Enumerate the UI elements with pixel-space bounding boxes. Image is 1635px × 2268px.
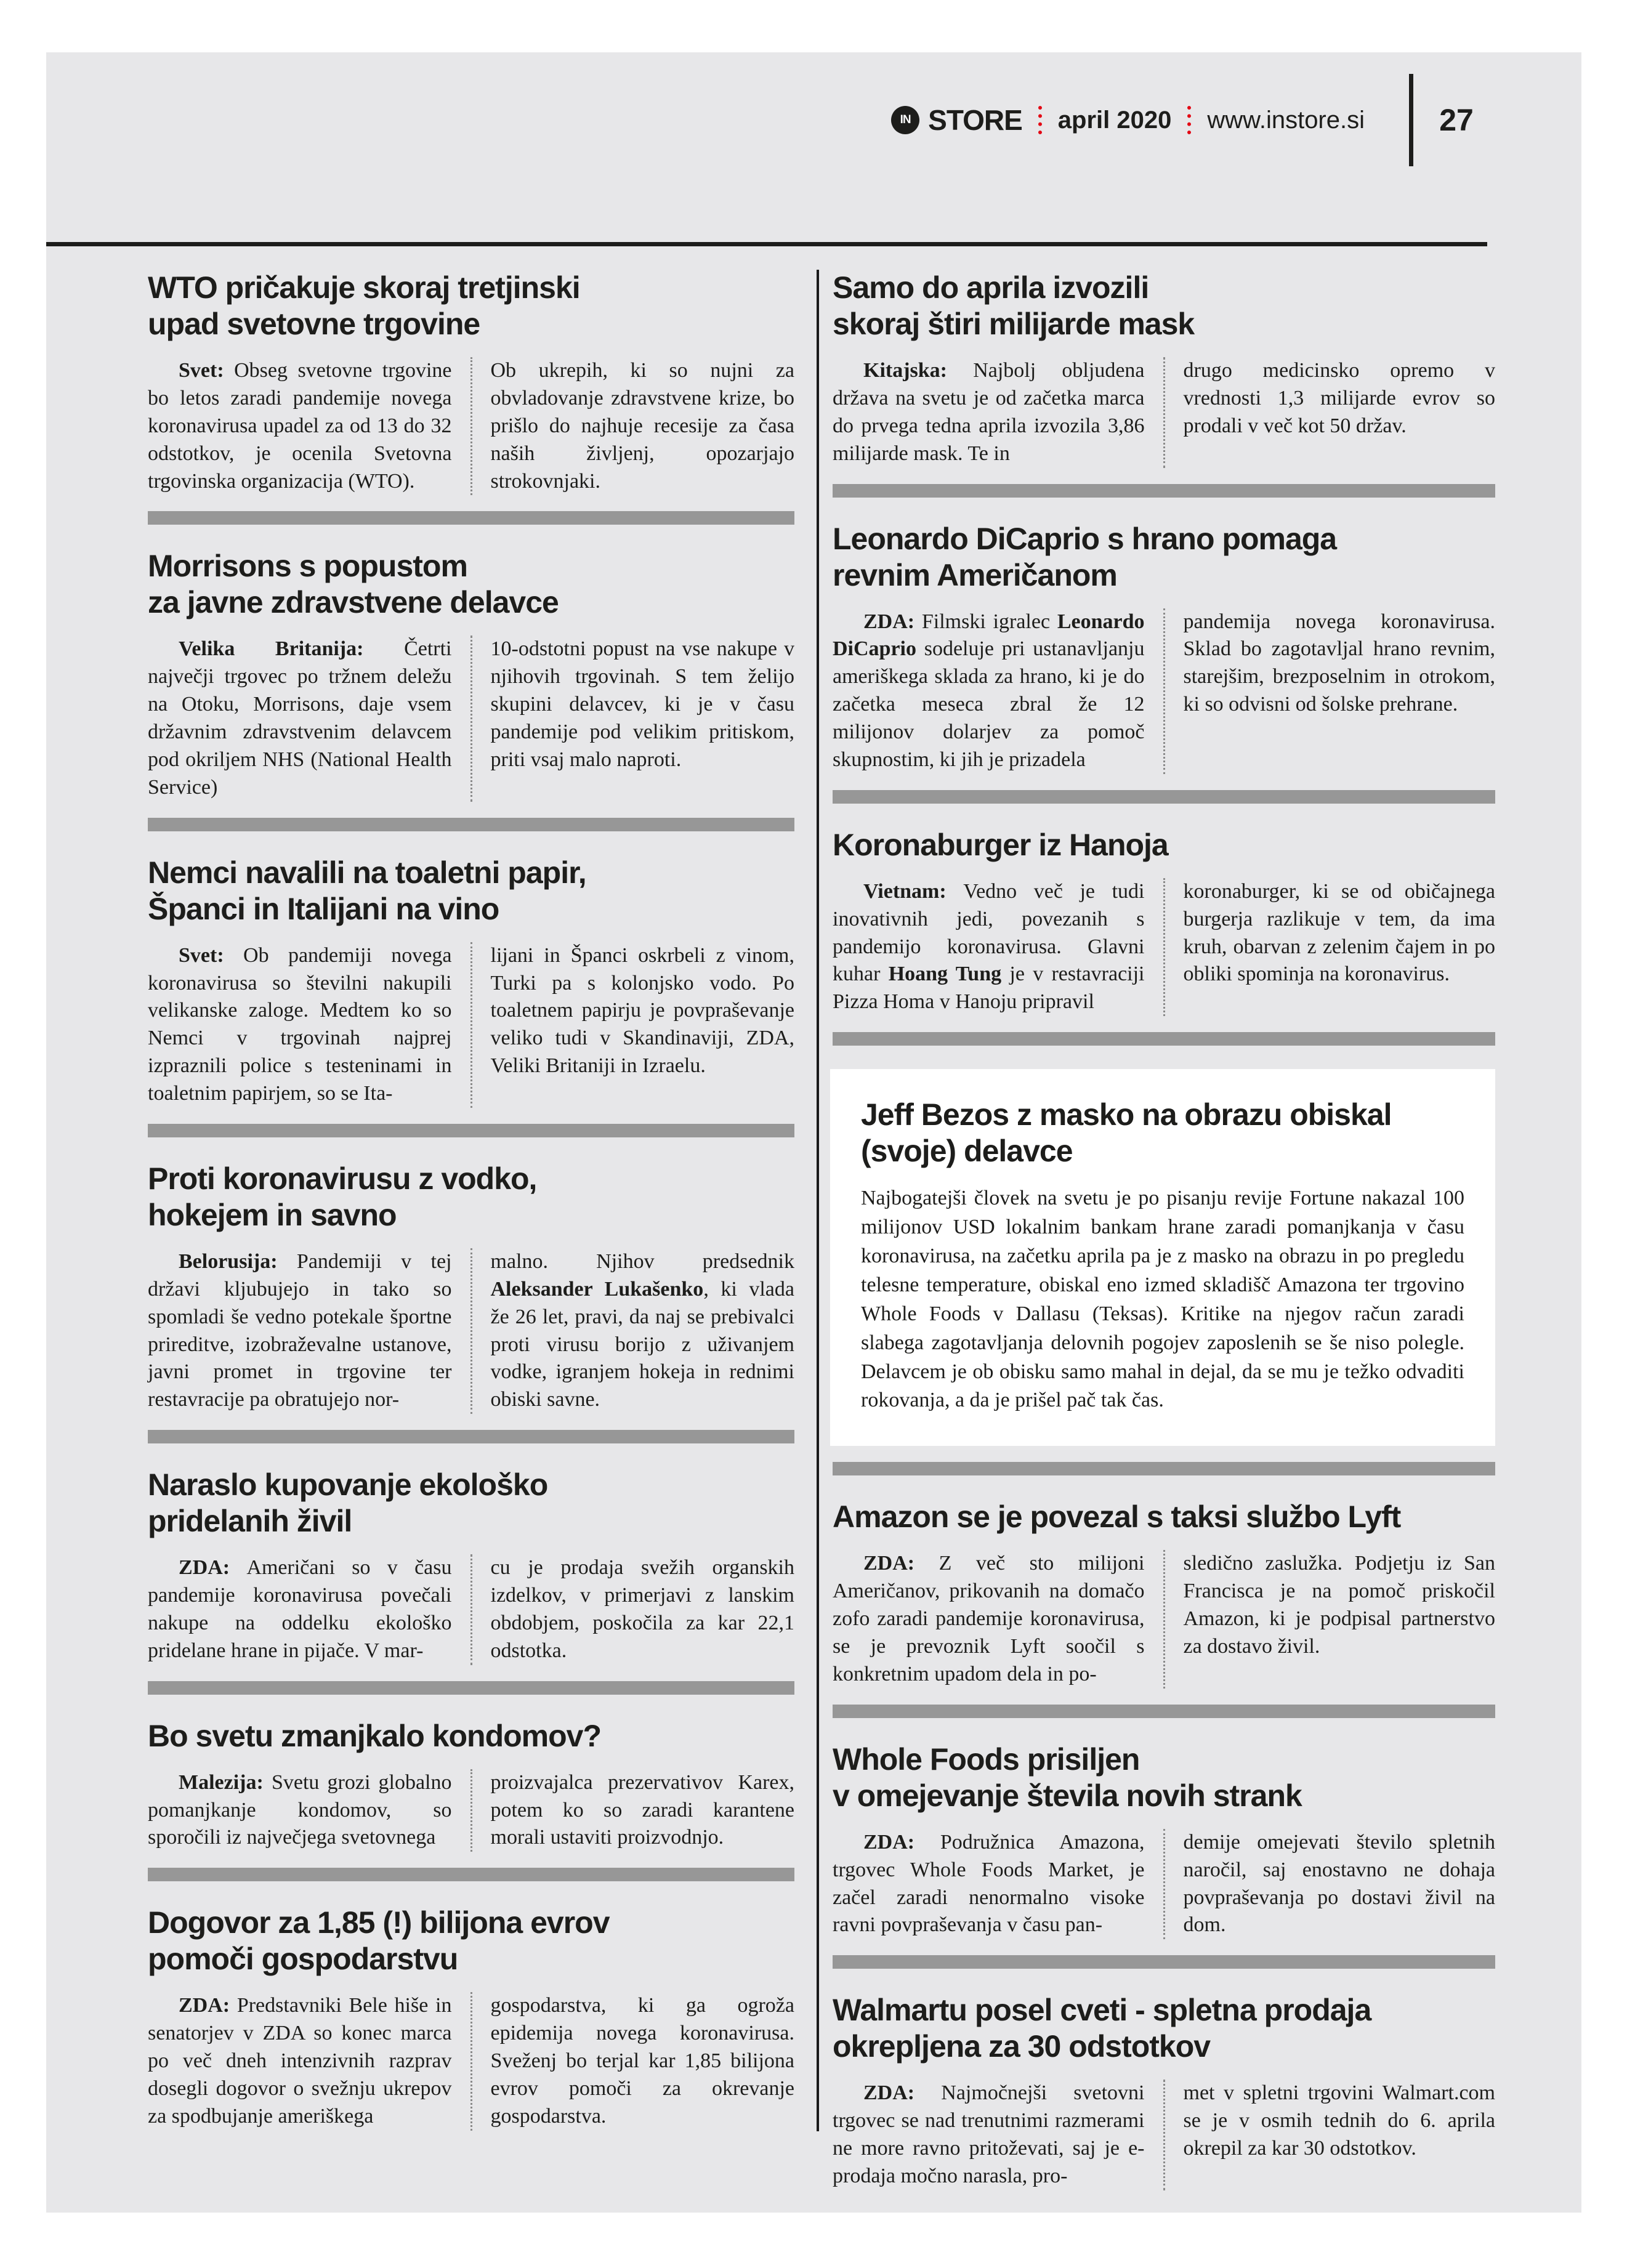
article-body [148,1248,794,1414]
article-title-line: Leonardo DiCaprio s hrano pomaga [833,521,1337,556]
article-left-1 [148,270,794,495]
article-title-line: Španci in Italijani na vino [148,891,499,926]
separator-bar [833,1705,1495,1718]
article-right-6 [833,1741,1495,1940]
article-right-7 [833,1992,1495,2190]
red-dotted-separator-icon [1187,106,1191,134]
article-title-line: Samo do aprila izvozili [833,270,1149,305]
article-text-col1: ZDA: Američani so v času pandemije koronavirusa povečali nakupe na oddelku ekološko pridelane hrane in pijače. V mar- [148,1556,452,1662]
article-title-line: okrepljena za 30 odstotkov [833,2029,1211,2064]
article-title-line: Bo svetu zmanjkalo kondomov? [148,1718,602,1753]
article-text-col1: Belorusija: Pandemiji v tej državi kljubujejo in tako so spomladi še vedno potekale športne prireditve, izobraževalne ustanove, javni promet in trgovine ter restavracije pa obratujejo nor- [148,1249,452,1411]
article-body [833,1550,1495,1688]
article-body [148,357,794,495]
article-title-line: WTO pričakuje skoraj tretjinski [148,270,580,305]
article-title-line: (svoje) delavce [861,1134,1073,1169]
article-text-col1: ZDA: Z več sto milijoni Američanov, prikovanih na domačo zofo zaradi pandemije koronavirusa, se je prevoznik Lyft soočil s konkretnim upadom dela in po- [833,1552,1145,1685]
left-column [148,270,794,2213]
article-left-3 [148,855,794,1108]
article-title-line: Morrisons s popustom [148,549,467,584]
issue-date: april 2020 [1057,106,1172,134]
article-title [833,1992,1495,2065]
article-right-2 [833,521,1495,774]
header-vertical-bar [1409,74,1413,166]
right-column [833,270,1495,2213]
article-title-line: za javne zdravstvene delavce [148,585,559,620]
article-title [148,1161,794,1233]
article-right-3 [833,827,1495,1016]
separator-bar [148,818,794,831]
article-text-col2: proizvajalca prezervativov Karex, potem ko so zaradi karantene morali ustaviti proizvodnjo. [470,1769,795,1852]
article-body [833,1829,1495,1940]
page-number: 27 [1439,103,1474,137]
separator-bar [148,1868,794,1881]
article-body [148,1554,794,1665]
article-text-col1: Velika Britanija: Četrti največji trgovec po tržnem deležu na Otoku, Morrisons, daje vsem državnim zdravstvenim delavcem pod okriljem NHS (National Health Service) [148,637,452,799]
separator-bar [833,790,1495,804]
article-title-line: Jeff Bezos z masko na obrazu obiskal [861,1097,1392,1132]
article-title-line: Walmartu posel cveti - spletna prodaja [833,1993,1371,2028]
article-body [148,1769,794,1852]
article-left-4 [148,1161,794,1414]
article-right-1 [833,270,1495,468]
separator-bar [833,484,1495,498]
article-title [148,270,794,342]
article-text-col1: ZDA: Podružnica Amazona, trgovec Whole Foods Market, je začel zaradi nenormalno visoke ravni povpraševanja v času pan- [833,1830,1145,1937]
article-title-line: pomoči gospodarstvu [148,1942,458,1977]
article-spacer [833,2190,1495,2213]
article-title-line: v omejevanje števila novih strank [833,1778,1302,1813]
article-right-4 [830,1069,1495,1446]
article-text-col2: koronaburger, ki se od običajnega burgerja razlikuje v tem, da ima kruh, obarvan z zelenim čajem in po obliki spominja na koronavirus. [1163,878,1496,1016]
separator-bar [833,1032,1495,1046]
article-title [861,1097,1464,1169]
article-body [833,878,1495,1016]
article-left-2 [148,548,794,801]
article-title [148,855,794,927]
instore-logo-icon: IN [891,106,919,134]
article-title [148,1905,794,1977]
article-title [833,1741,1495,1814]
article-title-line: Nemci navalili na toaletni papir, [148,855,586,890]
article-text-col1: ZDA: Filmski igralec Leonardo DiCaprio sodeluje pri ustanavljanju ameriškega sklada za hrano, ki je do začetka meseca zbral že 12 milijonov dolarjev za pomoč skupnostim, ki jih je prizadela [833,610,1145,771]
article-title [833,521,1495,594]
article-left-6 [148,1718,794,1852]
article-body [148,636,794,801]
article-body [148,1992,794,2130]
article-title-line: Dogovor za 1,85 (!) bilijona evrov [148,1905,610,1940]
article-title [148,548,794,621]
article-text-col1: ZDA: Najmočnejši svetovni trgovec se nad trenutnimi razmerami ne more ravno pritoževati, saj je e-prodaja močno narasla, pro- [833,2081,1145,2187]
article-body [148,942,794,1108]
header-rule [46,242,1487,246]
article-text-col1: Vietnam: Vedno več je tudi inovativnih jedi, povezanih s pandemijo koronavirusa. Glavni kuhar Hoang Tung je v restavraciji Pizza Homa v Hanoju pripravil [833,879,1145,1014]
article-text-col2: 10-odstotni popust na vse nakupe v njihovih trgovinah. S tem želijo skupini delavcev, ki je v času pandemije pod velikim pritiskom, priti vsaj malo naproti. [470,636,795,801]
article-body [833,608,1495,774]
article-title-line: Whole Foods prisiljen [833,1741,1140,1777]
article-text-col2: gospodarstva, ki ga ogroža epidemija novega koronavirusa. Sveženj bo terjal kar 1,85 bilijona evrov pomoči za okrevanje gospodarstva. [470,1992,795,2130]
article-title-line: pridelanih živil [148,1504,352,1539]
article-text-col1: Malezija: Svetu grozi globalno pomanjkanje kondomov, so sporočili iz največjega svetovnega [148,1770,452,1849]
website-url: www.instore.si [1207,106,1365,134]
header-row [46,74,1500,166]
article-body [833,2080,1495,2190]
article-text-col1: ZDA: Predstavniki Bele hiše in senatorjev v ZDA so konec marca po več dneh intenzivnih razprav dosegli dogovor o svežnju ukrepov za spodbujanje ameriškega [148,1994,452,2128]
article-title-line: Koronaburger iz Hanoja [833,827,1168,862]
article-text-col1: Kitajska: Najbolj obljudena država na svetu je od začetka marca do prvega tedna aprila izvozila 3,86 milijarde mask. Te in [833,359,1145,465]
separator-bar [148,1430,794,1443]
article-text-col2: Ob ukrepih, ki so nujni za obvladovanje zdravstvene krize, bo prišlo do najhuje recesije za časa naših življenj, opozarjajo strokovnjaki. [470,357,795,495]
article-text-col2: sledično zaslužka. Podjetju iz San Francisca je na pomoč priskočil Amazon, ki je podpisal partnerstvo za dostavo živil. [1163,1550,1496,1688]
article-text-col2: pandemija novega koronavirusa. Sklad bo zagotavljal hrano revnim, starejšim, brezposelnim in otrokom, ki so odvisni od šolske prehrane. [1163,608,1496,774]
article-title [833,1499,1495,1535]
article-body [833,357,1495,468]
article-title-line: revnim Američanom [833,557,1117,592]
red-dotted-separator-icon [1038,106,1042,134]
article-text-col2: met v spletni trgovini Walmart.com se je v osmih tednih do 6. aprila okrepil za kar 30 odstotkov. [1163,2080,1496,2190]
article-right-5 [833,1499,1495,1688]
article-left-5 [148,1467,794,1665]
article-left-7 [148,1905,794,2130]
brand-name: STORE [928,104,1022,136]
article-title-line: Proti koronavirusu z vodko, [148,1161,537,1196]
separator-bar [833,1462,1495,1475]
center-column-divider [817,270,819,2131]
article-title [833,270,1495,342]
page-content [46,52,1581,2213]
article-title-line: upad svetovne trgovine [148,307,480,341]
page-header [46,52,1581,246]
article-columns [46,246,1581,2213]
article-text-col1: Svet: Obseg svetovne trgovine bo letos zaradi pandemije novega koronavirusa upadel za od 13 do 32 odstotkov, je ocenila Svetovna trgovinska organizacija (WTO). [148,359,452,493]
article-text-col2: lijani in Španci oskrbeli z vinom, Turki pa s kolonjsko vodo. Po toaletnem papirju je povpraševanje veliko tudi v Skandinaviji, ZDA, Veliki Britaniji in Izraelu. [470,942,795,1108]
article-spacer [148,2131,794,2158]
article-text-col2: demije omejevati število spletnih naročil, saj enostavno ne dohaja povpraševanja po dostavi živil na dom. [1163,1829,1496,1940]
article-title-line: Naraslo kupovanje ekološko [148,1467,548,1503]
article-title-line: hokejem in savno [148,1197,397,1232]
article-body [861,1184,1464,1415]
article-text-col2: malno. Njihov predsednik Aleksander Lukašenko, ki vlada že 26 let, pravi, da naj se prebivalci proti virusu borijo z uživanjem vodke, igranjem hokeja in rednimi obiski savne. [470,1248,795,1414]
separator-bar [833,1955,1495,1969]
article-text-col2: drugo medicinsko opremo v vrednosti 1,3 milijarde evrov so prodali v več kot 50 držav. [1163,357,1496,468]
separator-bar [148,511,794,525]
separator-bar [148,1124,794,1137]
article-title-line: skoraj štiri milijarde mask [833,307,1195,341]
article-title [148,1718,794,1754]
article-title-line: Amazon se je povezal s taksi službo Lyft [833,1499,1401,1535]
article-text-col1: Svet: Ob pandemiji novega koronavirusa so številni nakupili velikanske zaloge. Medtem ko so Nemci v trgovinah najprej izpraznili police s testeninami in toaletnim papirjem, so se Ita- [148,943,452,1105]
article-title [148,1467,794,1540]
article-title [833,827,1495,863]
separator-bar [148,1681,794,1695]
article-text-col2: cu je prodaja svežih organskih izdelkov, v primerjavi z lanskim obdobjem, poskočila za kar 22,1 odstotka. [470,1554,795,1665]
article-text: Najbogatejši človek na svetu je po pisanju revije Fortune nakazal 100 milijonov USD lokalnim bankam hrane zaradi pomanjkanja v času koronavirusa, na začetku aprila pa je z masko na obrazu in po pregledu telesne temperature, obiskal eno izmed skladišč Amazona ter trgovino Whole Foods v Dallasu (Teksas). Kritike na njegov račun zaradi slabega zagotavljanja delovnih pogojev zaposlenih se še niso polegle. Delavcem je ob obisku samo mahal in dejal, da se mu je težko odvaditi rokovanja, a da je prišel pač tak čas. [861,1187,1464,1412]
